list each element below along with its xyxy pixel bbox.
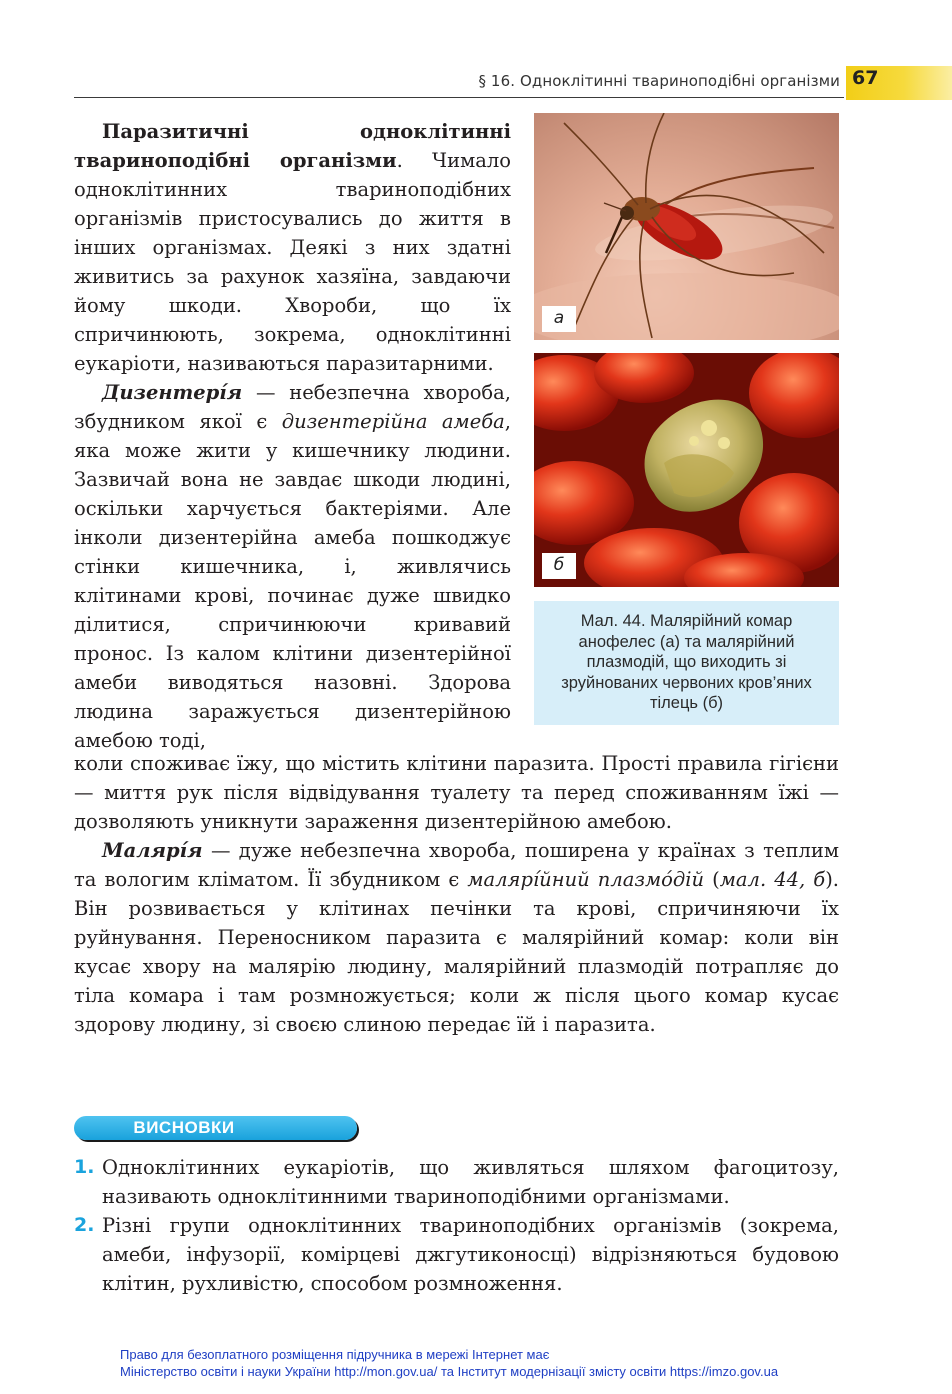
- figure-caption: Мал. 44. Малярійний комар анофелес (а) та малярійний плазмодій, що виходить зі зруйнованих червоних кров’яних тілець (б): [534, 601, 839, 725]
- column-text: [74, 117, 511, 755]
- footer-line-2: Міністерство освіти і науки України http://mon.gov.ua/ та Інститут модернізації змісту освіти https://imzo.gov.ua: [120, 1364, 779, 1379]
- species-plasmodium: малярíйний плазмóдій: [467, 868, 705, 891]
- list-item: [74, 1211, 839, 1298]
- list-number: 1.: [74, 1156, 95, 1178]
- conclusions-list: [74, 1153, 839, 1298]
- license-footer: [120, 1346, 880, 1380]
- figure-label-b: б: [542, 553, 576, 579]
- paragraph-text: — дуже небезпечна хвороба, поширена у країнах з теплим та вологим кліматом. Її збудником є: [74, 839, 839, 891]
- paragraph-dysentery-continued: коли споживає їжу, що містить клітини паразита. Прості правила гігієни — миття рук після відвідування туалету та перед споживанням їжі — дозволяють уникнути зараження дизентерійною амебою.: [74, 752, 839, 833]
- list-number: 2.: [74, 1214, 95, 1236]
- figure-reference: мал. 44, б: [719, 868, 826, 891]
- list-item-text: Одноклітинних еукаріотів, що живляться шляхом фагоцитозу, називають одноклітинними твариноподібними організмами.: [102, 1156, 839, 1208]
- footer-line-1: Право для безоплатного розміщення підручника в мережі Інтернет має: [120, 1347, 550, 1362]
- page-header: [74, 66, 952, 100]
- paragraph-dysentery: [74, 378, 511, 755]
- page-number: 67: [852, 67, 879, 89]
- mosquito-photo: [534, 113, 839, 340]
- term-parasitic: Паразитичні одноклітинні твариноподібні організми: [74, 120, 511, 172]
- conclusions-heading-bar: [74, 1116, 357, 1140]
- list-item: [74, 1153, 839, 1211]
- section-title: § 16. Одноклітинні твариноподібні організми: [478, 72, 840, 90]
- paragraph-text: (: [704, 868, 720, 891]
- paragraph-malaria: [74, 836, 839, 1039]
- list-item-text: Різні групи одноклітинних твариноподібних організмів (зокрема, амеби, інфузорії, комірцеві джгутиконосці) відрізняються будовою клітин, рухливістю, способом розмноження.: [102, 1214, 839, 1295]
- species-amoeba: дизентерійна амеба: [281, 410, 505, 433]
- plasmodium-photo: [534, 353, 839, 587]
- paragraph-parasitic: [74, 117, 511, 378]
- conclusions-heading: ВИСНОВКИ: [133, 1118, 235, 1137]
- term-malaria: Малярíя: [102, 839, 203, 862]
- figure-label-a: а: [542, 306, 576, 332]
- term-dysentery: Дизентерíя: [102, 381, 243, 404]
- full-width-text: [74, 749, 839, 1039]
- blood-cells-illustration: [534, 353, 839, 587]
- paragraph-text: — небезпечна хвороба, збудником якої є: [74, 381, 511, 433]
- header-rule: [74, 97, 844, 98]
- paragraph-text: . Чимало одноклітинних твариноподібних організмів пристосувались до життя в інших організмах. Деякі з них здатні живитись за рахунок хазяїна, завдаючи йому шкоди. Хвороби, що їх спричинюють, зокрема, одноклітинні еукаріоти, називаються паразитарними.: [74, 149, 512, 375]
- paragraph-text: , яка може жити у кишечнику людини. Зазвичай вона не завдає шкоди людині, оскільки харчується бактеріями. Але інколи дизентерійна амеба пошкоджує стінки кишечника, і, живлячись клітинами крові, починає дуже швидко ділитися, спричинюючи кривавий пронос. Із калом клітини дизентерійної амеби виводяться назовні. Здорова людина заражується дизентерійною амебою тоді,: [74, 410, 511, 752]
- mosquito-illustration: [534, 113, 839, 340]
- paragraph-text: ). Він розвивається у клітинах печінки та крові, спричиняючи їх руйнування. Переносником паразита є малярійний комар: коли він кусає хвору на малярію людину, малярійний плазмодій потрапляє до тіла комара і там розмножується; коли ж після цього комар кусає здорову людину, зі своєю слиною передає їй і паразита.: [74, 868, 840, 1036]
